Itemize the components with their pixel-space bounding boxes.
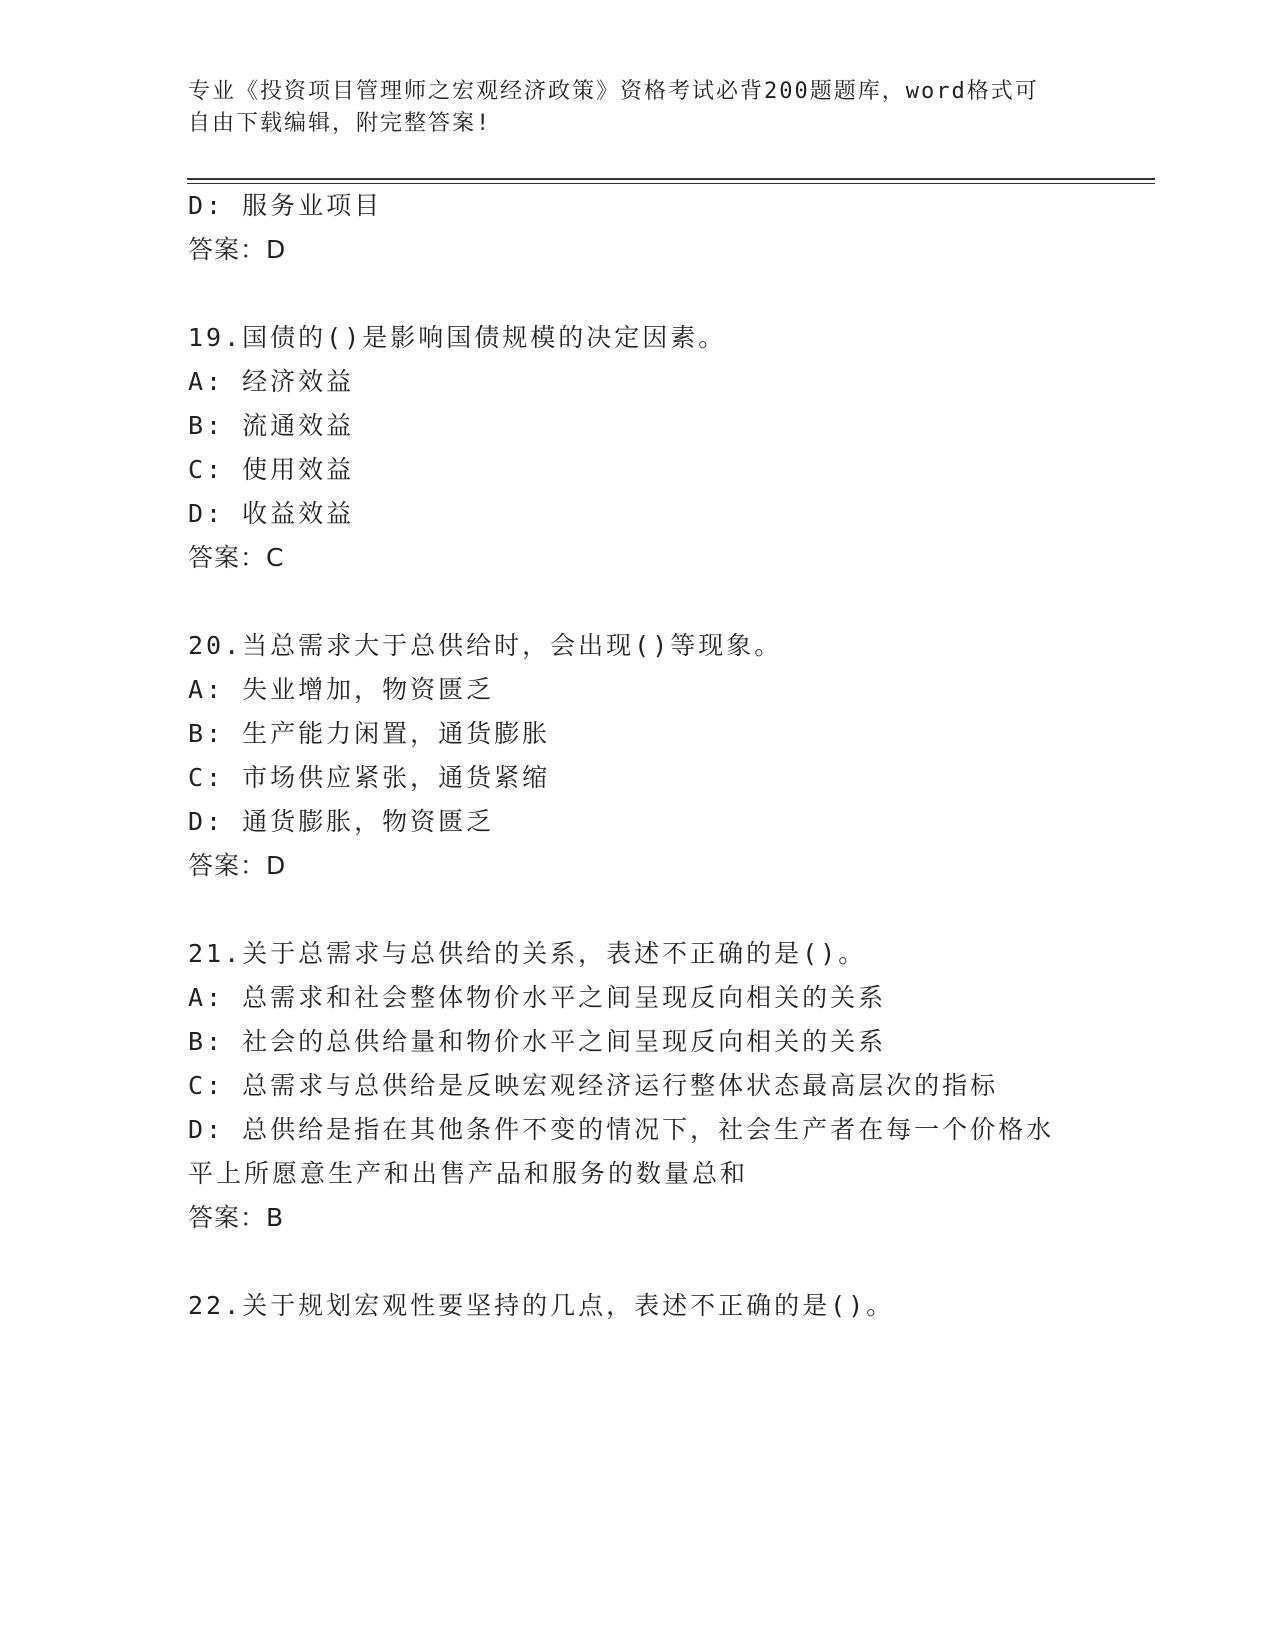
q18-answer: 答案：D xyxy=(188,235,287,264)
q20-question: 20.当总需求大于总供给时，会出现()等现象。 xyxy=(188,631,783,660)
q19-option-b: B: 流通效益 xyxy=(188,411,355,440)
q21-answer: 答案：B xyxy=(188,1203,285,1232)
q19-option-c: C: 使用效益 xyxy=(188,455,355,484)
q20-option-a: A: 失业增加，物资匮乏 xyxy=(188,675,495,704)
q21-option-c: C: 总需求与总供给是反映宏观经济运行整体状态最高层次的指标 xyxy=(188,1071,999,1100)
q20-option-d: D: 通货膨胀，物资匮乏 xyxy=(188,807,495,836)
q20-answer: 答案：D xyxy=(188,851,287,880)
q20-option-b: B: 生产能力闲置，通货膨胀 xyxy=(188,719,551,748)
q22-question: 22.关于规划宏观性要坚持的几点，表述不正确的是()。 xyxy=(188,1291,895,1320)
q18-option-d: D: 服务业项目 xyxy=(188,191,383,220)
header-line-2: 自由下载编辑，附完整答案! xyxy=(188,111,492,136)
header-divider-thick xyxy=(187,178,1155,180)
q20-option-c: C: 市场供应紧张，通货紧缩 xyxy=(188,763,551,792)
q21-option-b: B: 社会的总供给量和物价水平之间呈现反向相关的关系 xyxy=(188,1027,887,1056)
q19-question: 19.国债的()是影响国债规模的决定因素。 xyxy=(188,323,727,352)
q21-option-d-line-1: D: 总供给是指在其他条件不变的情况下，社会生产者在每一个价格水 xyxy=(188,1115,1055,1144)
q19-option-d: D: 收益效益 xyxy=(188,499,355,528)
q21-question: 21.关于总需求与总供给的关系，表述不正确的是()。 xyxy=(188,939,867,968)
q21-option-a: A: 总需求和社会整体物价水平之间呈现反向相关的关系 xyxy=(188,983,887,1012)
header-divider-thin xyxy=(187,183,1155,184)
document-header xyxy=(188,76,1068,140)
header-line-1: 专业《投资项目管理师之宏观经济政策》资格考试必背200题题库，word格式可 xyxy=(188,79,1039,104)
q19-option-a: A: 经济效益 xyxy=(188,367,355,396)
q19-answer: 答案：C xyxy=(188,543,285,572)
q21-option-d-line-2: 平上所愿意生产和出售产品和服务的数量总和 xyxy=(188,1159,749,1188)
